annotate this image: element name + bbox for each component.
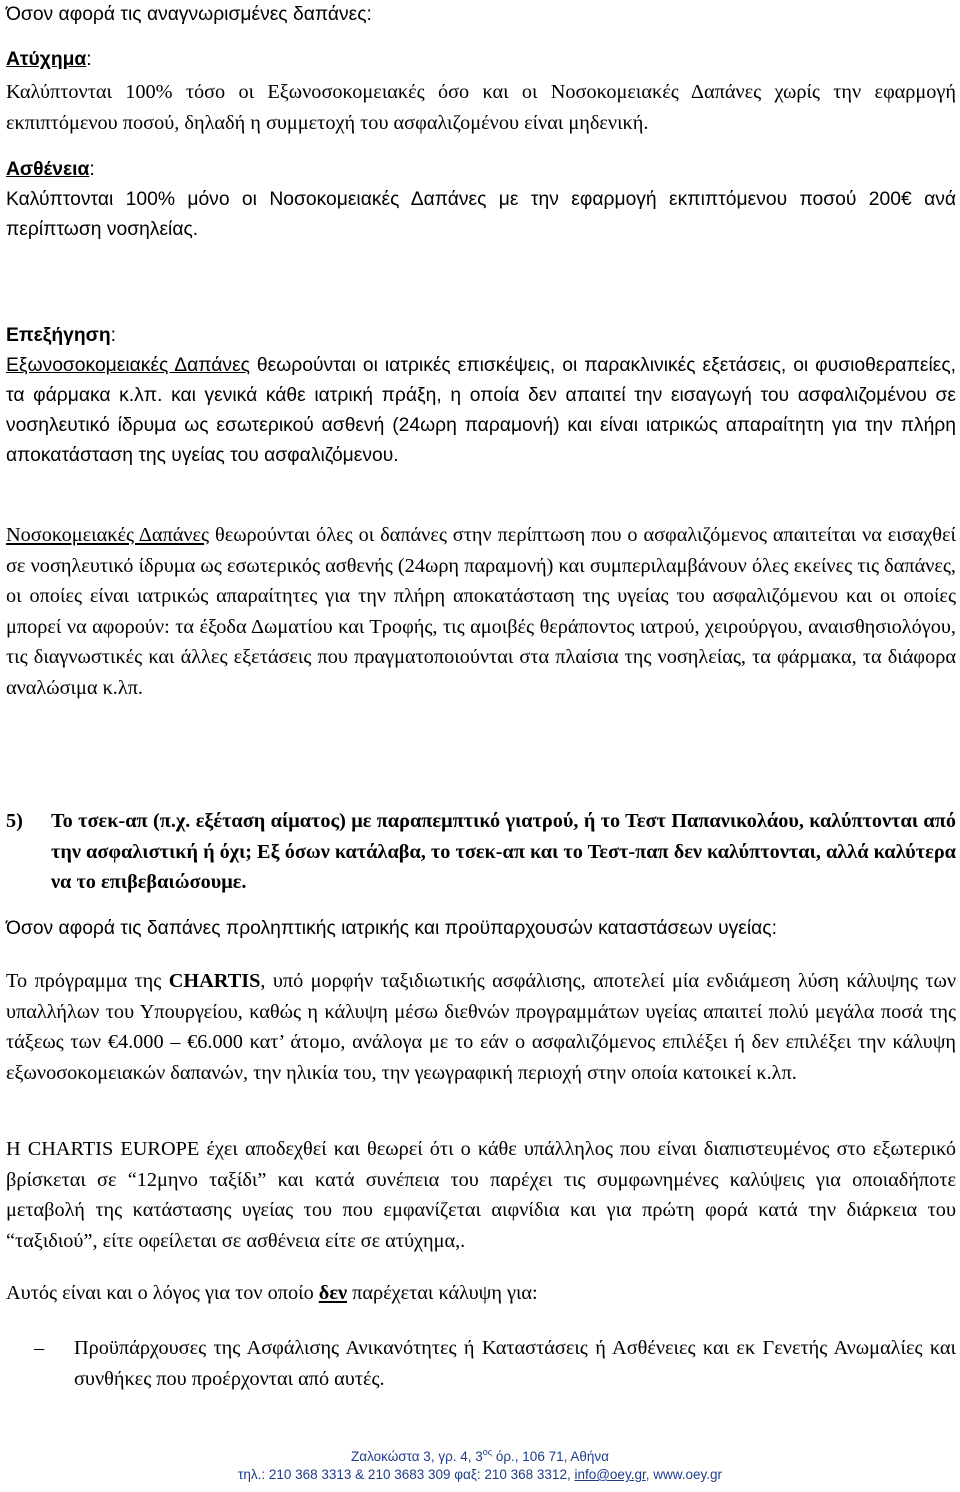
illness-label: Ασθένεια xyxy=(6,159,90,180)
footer-contact: τηλ.: 210 368 3313 & 210 3683 309 φαξ: 210 368 3312, info@oey.gr, www.oey.gr xyxy=(238,1467,722,1482)
footer-email-link[interactable]: info@oey.gr xyxy=(574,1467,646,1482)
accident-text: Καλύπτονται 100% τόσο οι Εξωνοσοκομειακές όσο και οι Νοσοκομειακές Δαπάνες χωρίς την εφαρμογή εκπιπτόμενου ποσού, δηλαδή η συμμετοχή του ασφαλιζομένου είναι μηδενική. xyxy=(6,81,956,134)
footer-web[interactable]: www.oey.gr xyxy=(653,1467,722,1482)
outpatient-term: Εξωνοσοκομειακές Δαπάνες xyxy=(6,355,250,376)
question-text: Το τσεκ-απ (π.χ. εξέταση αίματος) με παραπεμπτικό γιατρού, ή το Τεστ Παπανικολάου, καλύπτονται από την ασφαλιστική ή όχι; Εξ όσων κατάλαβα, το τσεκ-απ και το Τεστ-παπ δεν καλύπτονται, αλλά καλύτερα να το επιβεβαιώσουμε. xyxy=(51,810,956,894)
outpatient-text: Εξωνοσοκομειακές Δαπάνες θεωρούνται οι ιατρικές επισκέψεις, οι παρακλινικές εξετάσεις, οι φυσιοθεραπείες, τα φάρμακα κ.λπ. και γενικά κάθε ιατρική πράξη, η οποία δεν απαιτεί την εισαγωγή του ασφαλιζομένου σε νοσηλευτικό ίδρυμα ως εσωτερικού ασθενή (24ωρη παραμονή) και είναι ιατρικώς απαραίτητη για την πλήρη αποκατάσταση της υγείας του ασφαλιζόμενου. xyxy=(6,355,956,466)
explanation-label: Επεξήγηση xyxy=(6,325,111,346)
footer xyxy=(0,1448,960,1484)
chartis-paragraph: Το πρόγραμμα της CHARTIS, υπό μορφήν ταξιδιωτικής ασφάλισης, αποτελεί μία ενδιάμεση λύση κάλυψης των υπαλλήλων του Υπουργείου, καθώς η κάλυψη μέσω διεθνών προγραμμάτων υγείας απαιτεί πολύ μεγάλα ποσά της τάξεως των €4.000 – €6.000 κατ’ άτομο, ανάλογα με το εάν ο ασφαλιζόμενος επιλέξει ή δεν επιλέξει την κάλυψη εξωνοσοκομειακών δαπανών, την ηλικία του, την γεωγραφική περιοχή στην οποία κατοικεί κ.λπ. xyxy=(6,970,956,1084)
question-5 xyxy=(6,806,956,898)
exclusion-list-item xyxy=(6,1333,956,1394)
chartis-europe-paragraph: Η CHARTIS EUROPE έχει αποδεχθεί και θεωρεί ότι ο κάθε υπάλληλος που είναι διαπιστευμένος στο εξωτερικό βρίσκεται σε “12μηνο ταξίδι” και κατά συνέπεια του παρέχει τις συμφωνημένες καλύψεις για οποιαδήποτε μεταβολή της κατάστασης υγείας του που εμφανίζεται αιφνίδια και για πρώτη φορά κατά την διάρκεια του “ταξιδιού”, είτε οφείλεται σε ασθένεια είτε σε ατύχημα,. xyxy=(6,1138,956,1252)
footer-phone: τηλ.: 210 368 3313 & 210 3683 309 φαξ: 210 368 3312, xyxy=(238,1467,575,1482)
no-coverage-emphasis: δεν xyxy=(318,1282,348,1304)
accident-heading: Ατύχημα: xyxy=(6,49,92,70)
dash-bullet: – xyxy=(34,1337,45,1359)
chartis-brand: CHARTIS xyxy=(168,970,261,992)
explanation-section xyxy=(6,321,956,471)
accident-label: Ατύχημα xyxy=(6,49,87,70)
preventive-intro: Όσον αφορά τις δαπάνες προληπτικής ιατρικής και προϋπαρχουσών καταστάσεων υγείας: xyxy=(6,918,777,939)
no-coverage-intro: Αυτός είναι και ο λόγος για τον οποίο δεν παρέχεται κάλυψη για: xyxy=(6,1282,538,1304)
intro-text: Όσον αφορά τις αναγνωρισμένες δαπάνες: xyxy=(6,4,372,25)
illness-heading: Ασθένεια: xyxy=(6,159,95,180)
footer-address: Ζαλοκώστα 3, γρ. 4, $3^{o\varsigma}$ όρ., 106 71, Αθήνα xyxy=(351,1447,609,1464)
explanation-heading: Επεξήγηση: xyxy=(6,325,116,346)
illness-section xyxy=(6,155,956,245)
illness-text: Καλύπτονται 100% μόνο οι Νοσοκομειακές Δαπάνες με την εφαρμογή εκπιπτόμενου ποσού 200€ ανά περίπτωση νοσηλείας. xyxy=(6,189,956,240)
hospital-term: Νοσοκομειακές Δαπάνες xyxy=(6,524,210,546)
question-number: 5) xyxy=(6,810,23,832)
hospital-text: Νοσοκομειακές Δαπάνες θεωρούνται όλες οι δαπάνες στην περίπτωση που ο ασφαλιζόμενος απαιτείται να εισαχθεί σε νοσηλευτικό ίδρυμα ως εσωτερικός ασθενής (24ωρη παραμονή) και συμπεριλαμβάνουν όλες εκείνες τις δαπάνες, οι οποίες είναι ιατρικώς απαραίτητες για την πλήρη αποκατάσταση της υγείας του ασφαλιζόμενου και οι οποίες μπορεί να αφορούν: τα έξοδα Δωματίου και Τροφής, τις αμοιβές θεράποντος ιατρού, χειρούργου, αναισθησιολόγου, τις διαγνωστικές και άλλες εξετάσεις που πραγματοποιούνται στα πλαίσια της νοσηλείας, τα φάρμακα, τα διάφορα αναλώσιμα κ.λπ. xyxy=(6,524,956,699)
accident-section xyxy=(6,45,956,138)
exclusion-text: Προϋπάρχουσες της Ασφάλισης Ανικανότητες ή Καταστάσεις ή Ασθένειες και εκ Γενετής Ανωμαλίες και συνθήκες που προέρχονται από αυτές. xyxy=(74,1337,956,1390)
